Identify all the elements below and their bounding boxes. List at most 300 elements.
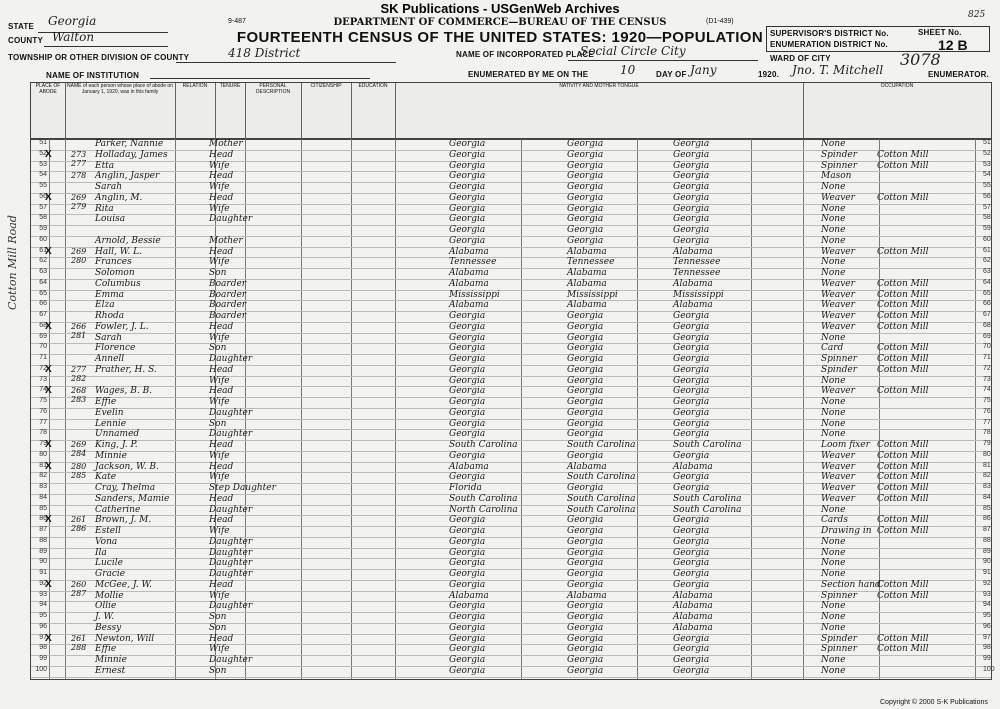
person-name: Estell <box>95 526 121 536</box>
row-number-right: 74 <box>983 386 991 394</box>
row-number: 60 <box>39 235 47 243</box>
row-number: 93 <box>39 590 47 598</box>
person-name: Catherine <box>95 504 141 515</box>
enumerated-year: 1920. <box>758 70 780 79</box>
mother-birthplace: Alabama <box>673 278 713 289</box>
row-number: 82 <box>39 472 47 480</box>
person-name: Jackson, W. B. <box>95 461 159 472</box>
grid-line <box>637 139 638 679</box>
row-number: 90 <box>39 558 47 566</box>
person-name: Holladay, James <box>95 149 168 160</box>
birthplace: Georgia <box>449 622 486 633</box>
row-number: 70 <box>39 343 47 351</box>
row-number: 54 <box>39 171 47 179</box>
state-value: Georgia <box>48 14 97 28</box>
industry: Cotton Mill <box>877 289 929 300</box>
person-name: Rita <box>95 203 114 214</box>
row-number-right: 72 <box>983 364 991 372</box>
occupation: Weaver <box>821 311 855 321</box>
row-number: 73 <box>39 375 47 383</box>
row-number-right: 85 <box>983 504 991 512</box>
relation: Son <box>209 418 227 429</box>
row-number-right: 56 <box>983 192 991 200</box>
grid-line <box>751 139 752 679</box>
birthplace: North Carolina <box>449 504 518 515</box>
row-number-right: 95 <box>983 612 991 619</box>
father-birthplace: Georgia <box>567 182 604 192</box>
row-number-right: 94 <box>983 601 991 609</box>
person-name: Anglin, Jasper <box>95 171 160 182</box>
form-code: (D1-439) <box>706 18 734 25</box>
mother-birthplace: Alabama <box>673 246 713 257</box>
relation: Daughter <box>209 536 253 547</box>
dwelling-number: 266 281 <box>71 321 87 340</box>
mother-birthplace: Georgia <box>673 407 710 418</box>
row-number-right: 91 <box>983 569 991 576</box>
row-number-right: 71 <box>983 354 991 361</box>
father-birthplace: Georgia <box>567 203 604 214</box>
county-value: Walton <box>52 30 95 44</box>
person-name: Sanders, Mamie <box>95 493 170 504</box>
person-name: Solomon <box>95 268 135 278</box>
row-number: 56 <box>39 192 47 200</box>
relation: Son <box>209 622 227 633</box>
relation: Wife <box>209 257 230 268</box>
birthplace: Georgia <box>449 386 486 397</box>
mother-birthplace: Georgia <box>673 171 710 182</box>
dwelling-number: 261 288 <box>71 633 87 652</box>
person-name: Annell <box>95 354 125 364</box>
occupation: Weaver <box>821 246 855 257</box>
birthplace: Georgia <box>449 450 486 461</box>
birthplace: South Carolina <box>449 493 518 504</box>
family-mark: X <box>45 578 52 590</box>
family-mark: X <box>45 363 52 375</box>
row-number: 63 <box>39 268 47 275</box>
row-number-right: 65 <box>983 289 991 297</box>
occupation: None <box>821 569 846 579</box>
birthplace: Georgia <box>449 343 486 354</box>
family-mark: X <box>45 439 52 450</box>
birthplace: Georgia <box>449 601 486 612</box>
person-name: Anglin, M. <box>95 192 143 203</box>
row-number-right: 54 <box>983 171 991 179</box>
father-birthplace: Alabama <box>567 268 607 278</box>
father-birthplace: Georgia <box>567 429 604 440</box>
father-birthplace: Georgia <box>567 343 604 354</box>
row-number-right: 96 <box>983 622 991 630</box>
dwelling-number: 269 279 <box>71 192 87 211</box>
person-name: Kate <box>95 472 117 483</box>
occupation: Weaver <box>821 192 855 203</box>
father-birthplace: Georgia <box>567 558 604 569</box>
father-birthplace: Georgia <box>567 160 604 171</box>
industry: Cotton Mill <box>877 160 929 171</box>
relation: Step Daughter <box>209 483 276 493</box>
row-number: 95 <box>39 612 47 619</box>
row-number-right: 89 <box>983 547 991 555</box>
header-tenure: TENURE <box>215 83 246 139</box>
relation: Head <box>209 321 234 332</box>
birthplace: Mississippi <box>449 289 500 300</box>
person-name: Vona <box>95 536 118 547</box>
family-mark: X <box>45 632 52 644</box>
header-personal-description: PERSONAL DESCRIPTION <box>245 83 302 139</box>
birthplace: Georgia <box>449 579 486 590</box>
row-number: 89 <box>39 547 47 555</box>
occupation: Weaver <box>821 278 855 289</box>
row-number: 66 <box>39 300 47 308</box>
mother-birthplace: Georgia <box>673 354 710 364</box>
birthplace: Alabama <box>449 590 489 601</box>
birthplace: Georgia <box>449 171 486 182</box>
relation: Son <box>209 268 227 278</box>
census-grid <box>30 138 995 680</box>
occupation: Mason <box>821 171 852 182</box>
occupation: None <box>821 214 846 225</box>
row-number-right: 79 <box>983 440 991 447</box>
father-birthplace: Georgia <box>567 483 604 493</box>
father-birthplace: Tennessee <box>567 257 615 268</box>
row-number-right: 81 <box>983 461 991 469</box>
industry: Cotton Mill <box>877 354 929 364</box>
occupation: None <box>821 139 846 149</box>
mother-birthplace: South Carolina <box>673 493 742 504</box>
person-name: Effie <box>95 397 117 407</box>
father-birthplace: Georgia <box>567 321 604 332</box>
row-number-right: 63 <box>983 268 991 275</box>
occupation: Spinder <box>821 633 857 644</box>
row-number: 68 <box>39 321 47 329</box>
row-number-right: 59 <box>983 225 991 232</box>
birthplace: Georgia <box>449 472 486 483</box>
row-number-right: 57 <box>983 203 991 211</box>
person-name: Unnamed <box>95 429 140 440</box>
birthplace: Georgia <box>449 139 486 149</box>
relation: Head <box>209 171 234 182</box>
birthplace: South Carolina <box>449 440 518 450</box>
relation: Daughter <box>209 569 253 579</box>
row-number-right: 52 <box>983 149 991 157</box>
relation: Head <box>209 192 234 203</box>
industry: Cotton Mill <box>877 311 929 321</box>
person-name: Evelin <box>95 407 124 418</box>
row-number-right: 82 <box>983 472 991 480</box>
row-number-right: 55 <box>983 182 991 189</box>
person-name: Lucile <box>95 558 123 569</box>
birthplace: Georgia <box>449 655 486 665</box>
father-birthplace: Georgia <box>567 536 604 547</box>
relation: Head <box>209 579 234 590</box>
column-header-block <box>30 82 992 140</box>
relation: Daughter <box>209 429 253 440</box>
row-number-right: 92 <box>983 579 991 587</box>
mother-birthplace: Georgia <box>673 483 710 493</box>
header-relation: RELATION <box>175 83 216 139</box>
mother-birthplace: Georgia <box>673 235 710 246</box>
relation: Daughter <box>209 504 253 515</box>
industry: Cotton Mill <box>877 644 929 655</box>
relation: Mother <box>209 139 243 149</box>
mother-birthplace: Georgia <box>673 343 710 354</box>
mother-birthplace: Georgia <box>673 558 710 569</box>
row-number: 59 <box>39 225 47 232</box>
occupation: None <box>821 536 846 547</box>
sheet-no-value: 12 B <box>938 37 968 53</box>
row-number: 52 <box>39 149 47 157</box>
birthplace: Alabama <box>449 300 489 311</box>
grid-line <box>175 139 176 679</box>
row-number: 88 <box>39 536 47 544</box>
birthplace: Georgia <box>449 192 486 203</box>
publication-title: SK Publications - USGenWeb Archives <box>380 1 620 16</box>
row-number: 75 <box>39 397 47 404</box>
row-number-right: 62 <box>983 257 991 265</box>
row-number-right: 100 <box>983 665 995 673</box>
header-citizenship: CITIZENSHIP <box>301 83 352 139</box>
father-birthplace: Mississippi <box>567 289 618 300</box>
mother-birthplace: Georgia <box>673 203 710 214</box>
person-name: Cray, Thelma <box>95 483 156 493</box>
person-name: McGee, J. W. <box>95 579 152 590</box>
birthplace: Georgia <box>449 364 486 375</box>
father-birthplace: Georgia <box>567 407 604 418</box>
person-name: Effie <box>95 644 117 655</box>
mother-birthplace: Georgia <box>673 633 710 644</box>
mother-birthplace: Alabama <box>673 300 713 311</box>
father-birthplace: Alabama <box>567 461 607 472</box>
occupation: Section hand <box>821 579 881 590</box>
relation: Boarder <box>209 278 247 289</box>
birthplace: Georgia <box>449 321 486 332</box>
occupation: Weaver <box>821 289 855 300</box>
industry: Cotton Mill <box>877 343 929 354</box>
industry: Cotton Mill <box>877 633 929 644</box>
birthplace: Georgia <box>449 407 486 418</box>
person-name: J. W. <box>95 612 115 622</box>
row-number: 77 <box>39 418 47 426</box>
father-birthplace: Georgia <box>567 364 604 375</box>
row-number-right: 97 <box>983 633 991 641</box>
occupation: None <box>821 182 846 192</box>
relation: Wife <box>209 472 230 483</box>
row-number-right: 53 <box>983 160 991 168</box>
birthplace: Georgia <box>449 665 486 676</box>
occupation: Spinner <box>821 590 858 601</box>
person-name: Mollie <box>95 590 124 601</box>
father-birthplace: Georgia <box>567 547 604 558</box>
incorporated-place-value: Social Circle City <box>580 44 686 58</box>
birthplace: Georgia <box>449 397 486 407</box>
row-number-right: 68 <box>983 321 991 329</box>
birthplace: Georgia <box>449 526 486 536</box>
occupation: Spinder <box>821 364 857 375</box>
father-birthplace: Alabama <box>567 300 607 311</box>
relation: Wife <box>209 397 230 407</box>
father-birthplace: Alabama <box>567 278 607 289</box>
father-birthplace: Georgia <box>567 149 604 160</box>
row-number: 99 <box>39 655 47 662</box>
birthplace: Alabama <box>449 461 489 472</box>
mother-birthplace: Georgia <box>673 515 710 526</box>
relation: Wife <box>209 526 230 536</box>
relation: Boarder <box>209 289 247 300</box>
dwelling-number: 280 285 <box>71 461 87 480</box>
header-name: NAME of each person whose place of abode on January 1, 1920, was in this family <box>65 83 176 139</box>
row-number-right: 99 <box>983 655 991 662</box>
birthplace: Georgia <box>449 633 486 644</box>
birthplace: Georgia <box>449 375 486 386</box>
grid-line <box>351 139 352 679</box>
grid-line <box>803 139 804 679</box>
family-mark: X <box>45 148 52 160</box>
form-number: 9-487 <box>228 18 246 25</box>
mother-birthplace: Alabama <box>673 601 713 612</box>
row-number-right: 86 <box>983 515 991 523</box>
relation: Daughter <box>209 655 253 665</box>
birthplace: Georgia <box>449 182 486 192</box>
row-number-right: 58 <box>983 214 991 222</box>
row-number: 67 <box>39 311 47 318</box>
row-number: 83 <box>39 483 47 490</box>
occupation: Spinner <box>821 160 858 171</box>
row-number: 81 <box>39 461 47 469</box>
occupation: Weaver <box>821 321 855 332</box>
mother-birthplace: Georgia <box>673 182 710 192</box>
enumerator-name: Jno. T. Mitchell <box>792 63 884 77</box>
relation: Son <box>209 343 227 354</box>
row-number-right: 67 <box>983 311 991 318</box>
person-name: Parker, Nannie <box>95 139 164 149</box>
mother-birthplace: Georgia <box>673 386 710 397</box>
state-label: STATE <box>8 22 35 31</box>
occupation: Weaver <box>821 472 855 483</box>
ward-label: WARD OF CITY <box>770 54 831 63</box>
occupation: None <box>821 655 846 665</box>
relation: Wife <box>209 644 230 655</box>
occupation: Weaver <box>821 450 855 461</box>
industry: Cotton Mill <box>877 483 929 493</box>
mother-birthplace: Georgia <box>673 450 710 461</box>
mother-birthplace: Alabama <box>673 612 713 622</box>
industry: Cotton Mill <box>877 278 929 289</box>
father-birthplace: Georgia <box>567 418 604 429</box>
father-birthplace: Georgia <box>567 612 604 622</box>
person-name: Minnie <box>95 655 127 665</box>
dwelling-number: 269 280 <box>71 246 87 265</box>
occupation: None <box>821 429 846 440</box>
row-number: 96 <box>39 622 47 630</box>
row-number-right: 61 <box>983 246 991 254</box>
row-number-right: 84 <box>983 493 991 501</box>
father-birthplace: Georgia <box>567 569 604 579</box>
row-number: 86 <box>39 515 47 523</box>
relation: Head <box>209 633 234 644</box>
mother-birthplace: Georgia <box>673 364 710 375</box>
row-number: 62 <box>39 257 47 265</box>
industry: Cotton Mill <box>877 579 929 590</box>
father-birthplace: Georgia <box>567 633 604 644</box>
page-title: FOURTEENTH CENSUS OF THE UNITED STATES: 1920—POPULATION <box>236 29 764 46</box>
birthplace: Georgia <box>449 547 486 558</box>
department-heading: DEPARTMENT OF COMMERCE—BUREAU OF THE CENSUS <box>333 17 667 28</box>
row-number-right: 51 <box>983 139 991 146</box>
mother-birthplace: Georgia <box>673 160 710 171</box>
industry: Cotton Mill <box>877 386 929 397</box>
mother-birthplace: Tennessee <box>673 268 721 278</box>
industry: Cotton Mill <box>877 149 929 160</box>
person-name: Rhoda <box>95 311 125 321</box>
birthplace: Georgia <box>449 558 486 569</box>
township-line <box>176 62 396 63</box>
birthplace: Georgia <box>449 311 486 321</box>
industry: Cotton Mill <box>877 440 929 450</box>
grid-line <box>49 139 50 679</box>
header-place-of-abode: PLACE OF ABODE <box>31 83 66 139</box>
row-number: 71 <box>39 354 47 361</box>
row-number: 64 <box>39 278 47 286</box>
birthplace: Alabama <box>449 278 489 289</box>
occupation: None <box>821 407 846 418</box>
dwelling-number: 273 277 <box>71 149 87 168</box>
birthplace: Georgia <box>449 418 486 429</box>
birthplace: Alabama <box>449 268 489 278</box>
enumerated-day: 10 <box>620 63 636 77</box>
relation: Daughter <box>209 354 253 364</box>
relation: Daughter <box>209 547 253 558</box>
person-name: Columbus <box>95 278 141 289</box>
header-nativity: NATIVITY AND MOTHER TONGUE <box>395 83 804 139</box>
mother-birthplace: Georgia <box>673 321 710 332</box>
incorporated-place-line <box>568 60 758 61</box>
margin-annotation: Cotton Mill Road <box>6 215 19 310</box>
mother-birthplace: Georgia <box>673 139 710 149</box>
relation: Daughter <box>209 214 253 225</box>
mother-birthplace: Alabama <box>673 622 713 633</box>
father-birthplace: Georgia <box>567 655 604 665</box>
relation: Boarder <box>209 311 247 321</box>
mother-birthplace: Georgia <box>673 332 710 343</box>
birthplace: Georgia <box>449 354 486 364</box>
dwelling-number: 260 287 <box>71 579 87 598</box>
day-of-label: DAY OF <box>656 70 687 79</box>
father-birthplace: Alabama <box>567 246 607 257</box>
mother-birthplace: Georgia <box>673 547 710 558</box>
father-birthplace: Georgia <box>567 515 604 526</box>
row-number-right: 77 <box>983 418 991 426</box>
relation: Wife <box>209 332 230 343</box>
birthplace: Alabama <box>449 246 489 257</box>
row-number-right: 69 <box>983 332 991 340</box>
family-mark: X <box>45 514 52 526</box>
father-birthplace: South Carolina <box>567 504 636 515</box>
relation: Head <box>209 461 234 472</box>
person-name: Gracie <box>95 569 126 579</box>
row-number: 53 <box>39 160 47 168</box>
occupation: None <box>821 622 846 633</box>
person-name: Elza <box>95 300 115 311</box>
occupation: Cards <box>821 515 848 526</box>
relation: Daughter <box>209 558 253 569</box>
mother-birthplace: Tennessee <box>673 257 721 268</box>
family-mark: X <box>45 191 52 203</box>
father-birthplace: Alabama <box>567 590 607 601</box>
row-number: 98 <box>39 644 47 652</box>
relation: Head <box>209 149 234 160</box>
dwelling-number: 277 282 <box>71 364 87 383</box>
father-birthplace: Georgia <box>567 386 604 397</box>
occupation: None <box>821 418 846 429</box>
